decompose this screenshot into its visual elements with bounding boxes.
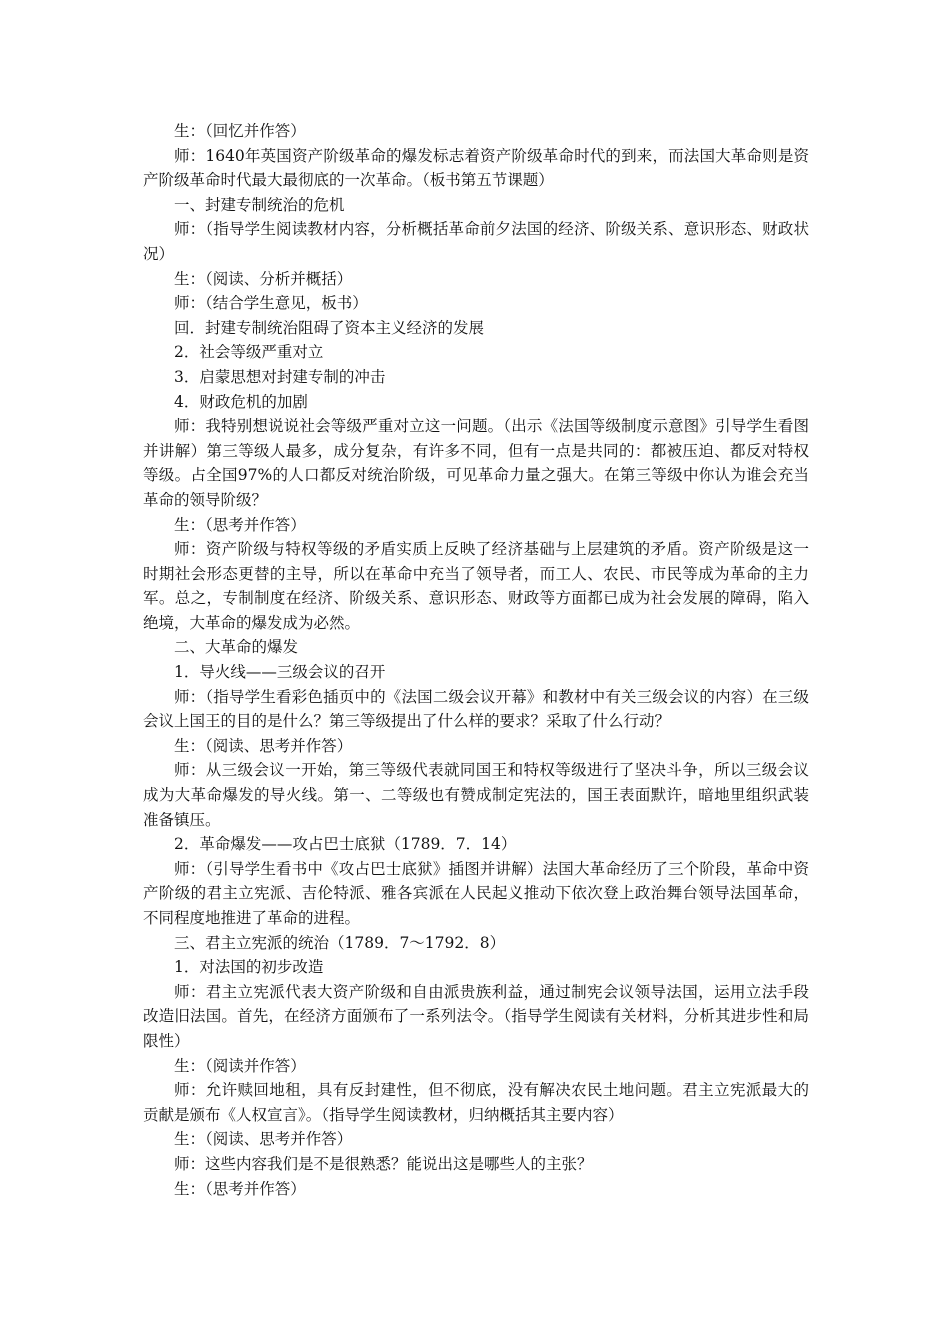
paragraph: 生：（回忆并作答） (174, 122, 306, 140)
paragraph: 师：这些内容我们是不是很熟悉？能说出这是哪些人的主张？ (174, 1154, 593, 1173)
subsection-heading: 2．革命爆发——攻占巴士底狱（1789．7．14） (174, 835, 517, 854)
paragraph: 师：（结合学生意见，板书） (174, 294, 368, 313)
list-item: 回．封建专制统治阻碍了资本主义经济的发展 (174, 318, 485, 337)
subsection-heading: 1．导火线——三级会议的召开 (174, 663, 386, 682)
paragraph: 师：君主立宪派代表大资产阶级和自由派贵族利益，通过制宪会议领导法国，运用立法手段改造旧法国。首先，在经济方面颁布了一系列法令。（指导学生阅读有关材料，分析其进步性和局限性） (143, 982, 809, 1050)
paragraph: 生：（阅读、分析并概括） (174, 269, 353, 288)
paragraph: 师：资产阶级与特权等级的矛盾实质上反映了经济基础与上层建筑的矛盾。资产阶级是这一时期社会形态更替的主导，所以在革命中充当了领导者，而工人、农民、市民等成为革命的主力军。总之，专制制度在经济、阶级关系、意识形态、财政等方面都已成为社会发展的障碍，陷入绝境，大革命的爆发成为必然。 (143, 540, 809, 632)
section-heading: 一、封建专制统治的危机 (174, 195, 345, 214)
section-heading: 三、君主立宪派的统治（1789．7～1792．8） (174, 933, 506, 952)
paragraph: 师：从三级会议一开始，第三等级代表就同国王和特权等级进行了坚决斗争，所以三级会议成为大革命爆发的导火线。第一、二等级也有赞成制定宪法的，国王表面默许，暗地里组织武装准备镇压。 (143, 761, 809, 829)
section-heading: 二、大革命的爆发 (174, 638, 299, 657)
paragraph: 生：（思考并作答） (174, 1179, 306, 1198)
paragraph: 生：（阅读、思考并作答） (174, 1130, 353, 1149)
paragraph: 师：（指导学生看彩色插页中的《法国二级会议开幕》和教材中有关三级会议的内容）在三级会议上国王的目的是什么？第三等级提出了什么样的要求？采取了什么行动？ (143, 687, 809, 731)
list-item: 2．社会等级严重对立 (174, 343, 324, 362)
paragraph: 生：（阅读、思考并作答） (174, 736, 353, 755)
paragraph: 生：（阅读并作答） (174, 1056, 306, 1075)
document-body (143, 119, 809, 1201)
paragraph: 师：我特别想说说社会等级严重对立这一问题。（出示《法国等级制度示意图》引导学生看图并讲解）第三等级人最多，成分复杂，有许多不同，但有一点是共同的：都被压迫、都反对特权等级。占全国97%的人口都反对统治阶级，可见革命力量之强大。在第三等级中你认为谁会充当革命的领导阶级？ (143, 417, 809, 509)
paragraph: 生：（思考并作答） (174, 515, 306, 534)
paragraph: 师：（引导学生看书中《攻占巴士底狱》插图并讲解）法国大革命经历了三个阶段，革命中资产阶级的君主立宪派、吉伦特派、雅各宾派在人民起义推动下依次登上政治舞台领导法国革命，不同程度地推进了革命的进程。 (143, 859, 809, 927)
list-item: 4．财政危机的加剧 (174, 392, 308, 411)
list-item: 3．启蒙思想对封建专制的冲击 (174, 367, 386, 386)
paragraph: 师：（指导学生阅读教材内容，分析概括革命前夕法国的经济、阶级关系、意识形态、财政状况） (143, 220, 809, 263)
paragraph: 师：1640年英国资产阶级革命的爆发标志着资产阶级革命时代的到来，而法国大革命则是资产阶级革命时代最大最彻底的一次革命。（板书第五节课题） (143, 146, 809, 190)
paragraph: 师：允许赎回地租，具有反封建性，但不彻底，没有解决农民土地问题。君主立宪派最大的贡献是颁布《人权宣言》。（指导学生阅读教材，归纳概括其主要内容） (143, 1081, 809, 1124)
subsection-heading: 1．对法国的初步改造 (174, 958, 324, 977)
